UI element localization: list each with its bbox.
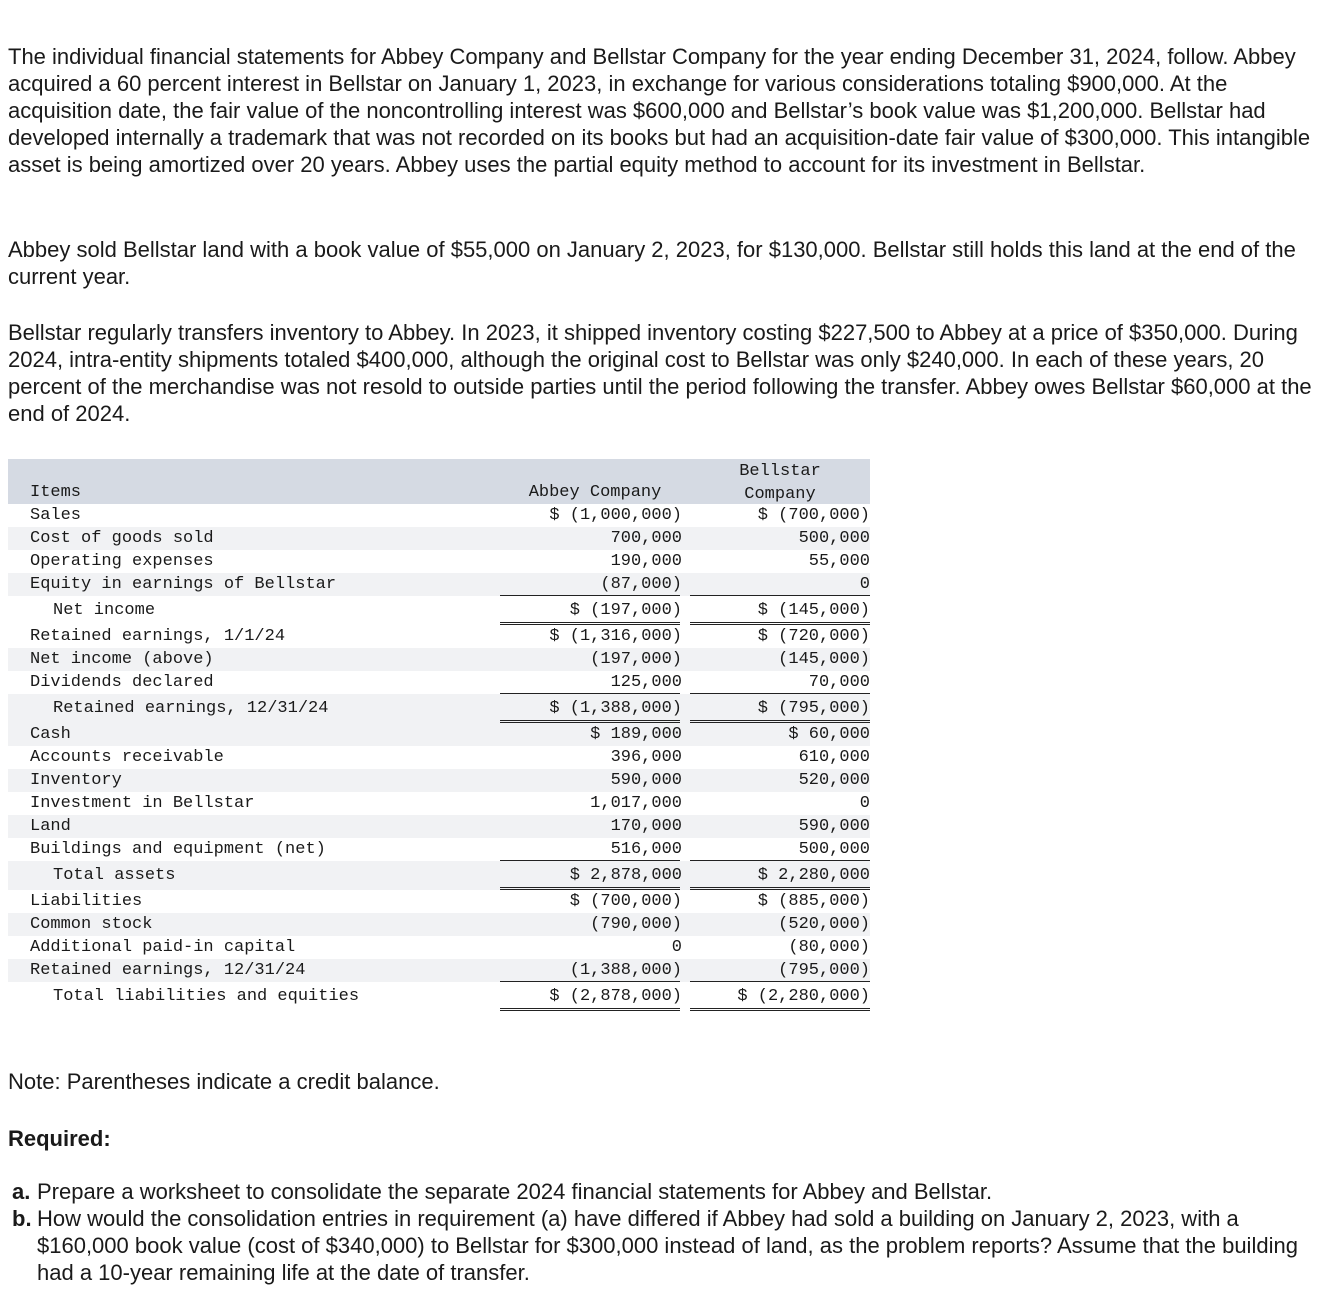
bellstar-value: 0 — [859, 575, 870, 594]
header-items: Items — [30, 483, 82, 502]
financial-statements-table — [8, 459, 870, 1011]
row-label: Inventory — [30, 771, 122, 790]
list-item — [12, 1205, 1312, 1286]
bellstar-value: $ 60,000 — [788, 725, 870, 744]
item-marker: a. — [12, 1179, 31, 1204]
table-header — [8, 459, 870, 504]
abbey-value: 125,000 — [610, 673, 682, 692]
abbey-value: (197,000) — [590, 650, 682, 669]
table-row — [8, 936, 870, 959]
bellstar-value: (795,000) — [778, 961, 870, 980]
header-bellstar-line1: Bellstar — [739, 462, 821, 481]
bellstar-value: $ (795,000) — [757, 699, 870, 718]
row-label: Total liabilities and equities — [53, 987, 360, 1006]
row-label: Liabilities — [30, 892, 143, 911]
abbey-value: (87,000) — [600, 575, 682, 594]
table-row — [8, 550, 870, 573]
table-row — [8, 504, 870, 527]
row-label: Cost of goods sold — [30, 529, 214, 548]
row-label: Net income (above) — [30, 650, 214, 669]
abbey-value: 396,000 — [610, 748, 682, 767]
header-bellstar — [690, 460, 870, 506]
row-label: Retained earnings, 12/31/24 — [30, 961, 306, 980]
abbey-value: 516,000 — [610, 840, 682, 859]
abbey-value: $ (2,878,000) — [549, 987, 682, 1006]
table-row — [8, 959, 870, 982]
abbey-value: 170,000 — [610, 817, 682, 836]
bellstar-value: 0 — [859, 794, 870, 813]
item-text: Prepare a worksheet to consolidate the separate 2024 financial statements for Abbey and Bellstar. — [37, 1179, 993, 1204]
required-list — [12, 1178, 1312, 1286]
bellstar-value: (80,000) — [788, 938, 870, 957]
bellstar-value: 610,000 — [798, 748, 870, 767]
table-row-total — [8, 861, 870, 890]
row-label: Land — [30, 817, 71, 836]
table-row — [8, 792, 870, 815]
bellstar-value: $ (885,000) — [757, 892, 870, 911]
intro-paragraph-3: Bellstar regularly transfers inventory to Abbey. In 2023, it shipped inventory costing $227,500 to Abbey at a price of $350,000. During 2024, intra-entity shipments totaled $400,000, although the original cost to Bellstar was only $240,000. In each of these years, 20 percent of the merchandise was not resold to outside parties until the period following the transfer. Abbey owes Bellstar $60,000 at the end of 2024. — [8, 320, 1312, 426]
row-label: Additional paid-in capital — [30, 938, 296, 957]
abbey-value: (790,000) — [590, 915, 682, 934]
row-label: Net income — [53, 601, 156, 620]
table-row — [8, 815, 870, 838]
bellstar-value: 520,000 — [798, 771, 870, 790]
row-label: Common stock — [30, 915, 153, 934]
header-abbey: Abbey Company — [528, 483, 662, 502]
item-marker: b. — [12, 1206, 32, 1231]
table-row — [8, 723, 870, 746]
row-label: Sales — [30, 506, 82, 525]
row-label: Equity in earnings of Bellstar — [30, 575, 337, 594]
list-item — [12, 1178, 1312, 1205]
table-row — [8, 573, 870, 596]
double-underline — [500, 1008, 680, 1011]
table-row — [8, 769, 870, 792]
credit-balance-note: Note: Parentheses indicate a credit balance. — [8, 1069, 440, 1094]
table-row — [8, 746, 870, 769]
double-underline — [690, 1008, 870, 1011]
required-heading: Required: — [8, 1126, 111, 1151]
table-row — [8, 648, 870, 671]
item-text: How would the consolidation entries in requirement (a) have differed if Abbey had sold a building on January 2, 2023, with a $160,000 book value (cost of $340,000) to Bellstar for $300,000 instead of land, as the problem reports? Assume that the building had a 10-year remaining life at the date of transfer. — [37, 1206, 1298, 1285]
bellstar-value: 55,000 — [808, 552, 870, 571]
bellstar-value: $ 2,280,000 — [757, 866, 870, 885]
bellstar-value: 590,000 — [798, 817, 870, 836]
bellstar-value: (145,000) — [778, 650, 870, 669]
row-label: Accounts receivable — [30, 748, 224, 767]
table-row — [8, 527, 870, 550]
bellstar-value: $ (720,000) — [757, 627, 870, 646]
bellstar-value: (520,000) — [778, 915, 870, 934]
abbey-value: $ (700,000) — [569, 892, 682, 911]
abbey-value: 700,000 — [610, 529, 682, 548]
bellstar-value: 70,000 — [808, 673, 870, 692]
row-label: Buildings and equipment (net) — [30, 840, 326, 859]
row-label: Retained earnings, 1/1/24 — [30, 627, 286, 646]
abbey-value: (1,388,000) — [569, 961, 682, 980]
table-row — [8, 625, 870, 648]
abbey-value: $ (197,000) — [569, 601, 682, 620]
abbey-value: 190,000 — [610, 552, 682, 571]
bellstar-value: $ (700,000) — [757, 506, 870, 525]
row-label: Dividends declared — [30, 673, 214, 692]
abbey-value: $ 2,878,000 — [569, 866, 682, 885]
abbey-value: $ (1,388,000) — [549, 699, 682, 718]
row-label: Total assets — [53, 866, 176, 885]
row-label: Cash — [30, 725, 71, 744]
intro-paragraph-1: The individual financial statements for Abbey Company and Bellstar Company for the year ending December 31, 2024, follow. Abbey acquired a 60 percent interest in Bellstar on January 1, 2023, in exchange for various considerations totaling $900,000. At the acquisition date, the fair value of the noncontrolling interest was $600,000 and Bellstar’s book value was $1,200,000. Bellstar had developed internally a trademark that was not recorded on its books but had an acquisition-date fair value of $300,000. This intangible asset is being amortized over 20 years. Abbey uses the partial equity method to account for its investment in Bellstar. — [8, 44, 1311, 177]
abbey-value: 0 — [671, 938, 682, 957]
table-row-total — [8, 982, 870, 1011]
abbey-value: 1,017,000 — [590, 794, 682, 813]
row-label: Operating expenses — [30, 552, 214, 571]
abbey-value: $ 189,000 — [590, 725, 682, 744]
row-label: Retained earnings, 12/31/24 — [53, 699, 329, 718]
abbey-value: $ (1,000,000) — [549, 506, 682, 525]
row-label: Investment in Bellstar — [30, 794, 255, 813]
bellstar-value: 500,000 — [798, 529, 870, 548]
table-row — [8, 671, 870, 694]
bellstar-value: 500,000 — [798, 840, 870, 859]
bellstar-value: $ (145,000) — [757, 601, 870, 620]
table-row — [8, 913, 870, 936]
table-row-total — [8, 694, 870, 723]
abbey-value: $ (1,316,000) — [549, 627, 682, 646]
bellstar-value: $ (2,280,000) — [737, 987, 870, 1006]
table-row — [8, 890, 870, 913]
header-bellstar-line2: Company — [744, 485, 816, 504]
table-row — [8, 838, 870, 861]
table-row-total — [8, 596, 870, 625]
intro-paragraph-2: Abbey sold Bellstar land with a book value of $55,000 on January 2, 2023, for $130,000. Bellstar still holds this land at the end of the current year. — [8, 237, 1296, 289]
abbey-value: 590,000 — [610, 771, 682, 790]
